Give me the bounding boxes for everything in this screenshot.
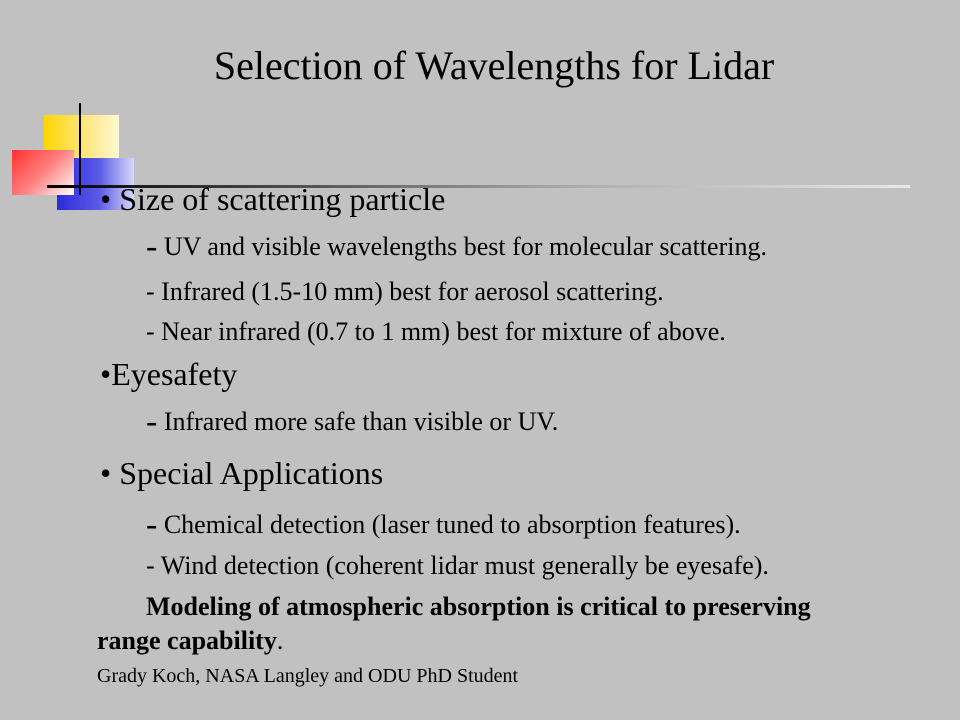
sub-item-wind-detection: - Wind detection (coherent lidar must generally be eyesafe). [146,551,769,580]
note-trailing: . [276,626,284,655]
sub-item-near-infrared: - Near infrared (0.7 to 1 mm) best for mixture of above. [146,317,726,346]
bullet-heading: Special Applications [119,455,384,491]
bullet-special-applications [100,454,383,492]
bullet-size-of-scattering-particle [100,180,445,218]
dash-marker: - [146,403,158,440]
sub-item-chemical-detection [146,508,741,542]
dash-marker: - [146,228,158,265]
bullet-marker: • [100,356,112,392]
bullet-heading: Size of scattering particle [119,181,446,217]
sub-item-uv-visible [146,230,767,264]
vertical-rule [79,103,81,195]
bullet-marker: • [100,181,112,217]
sub-item-text: UV and visible wavelengths best for molecular scattering. [163,232,767,261]
sub-item-text: Infrared more safe than visible or UV. [163,407,559,436]
dash-marker: - [146,506,158,543]
note-line-2 [97,626,283,656]
sub-item-text: Chemical detection (laser tuned to absorption features). [163,510,741,539]
red-square-decoration [12,150,74,195]
sub-item-infrared: - Infrared (1.5-10 mm) best for aerosol scattering. [146,277,664,306]
note-line-1: Modeling of atmospheric absorption is critical to preserving [146,592,811,621]
bullet-heading: Eyesafety [111,356,238,392]
author-credit: Grady Koch, NASA Langley and ODU PhD Student [97,665,519,687]
slide-title: Selection of Wavelengths for Lidar [213,43,775,88]
bullet-eyesafety [100,355,237,393]
sub-item-infrared-safe [146,405,558,439]
bullet-marker: • [100,455,112,491]
note-bold-text: range capability [97,626,277,655]
